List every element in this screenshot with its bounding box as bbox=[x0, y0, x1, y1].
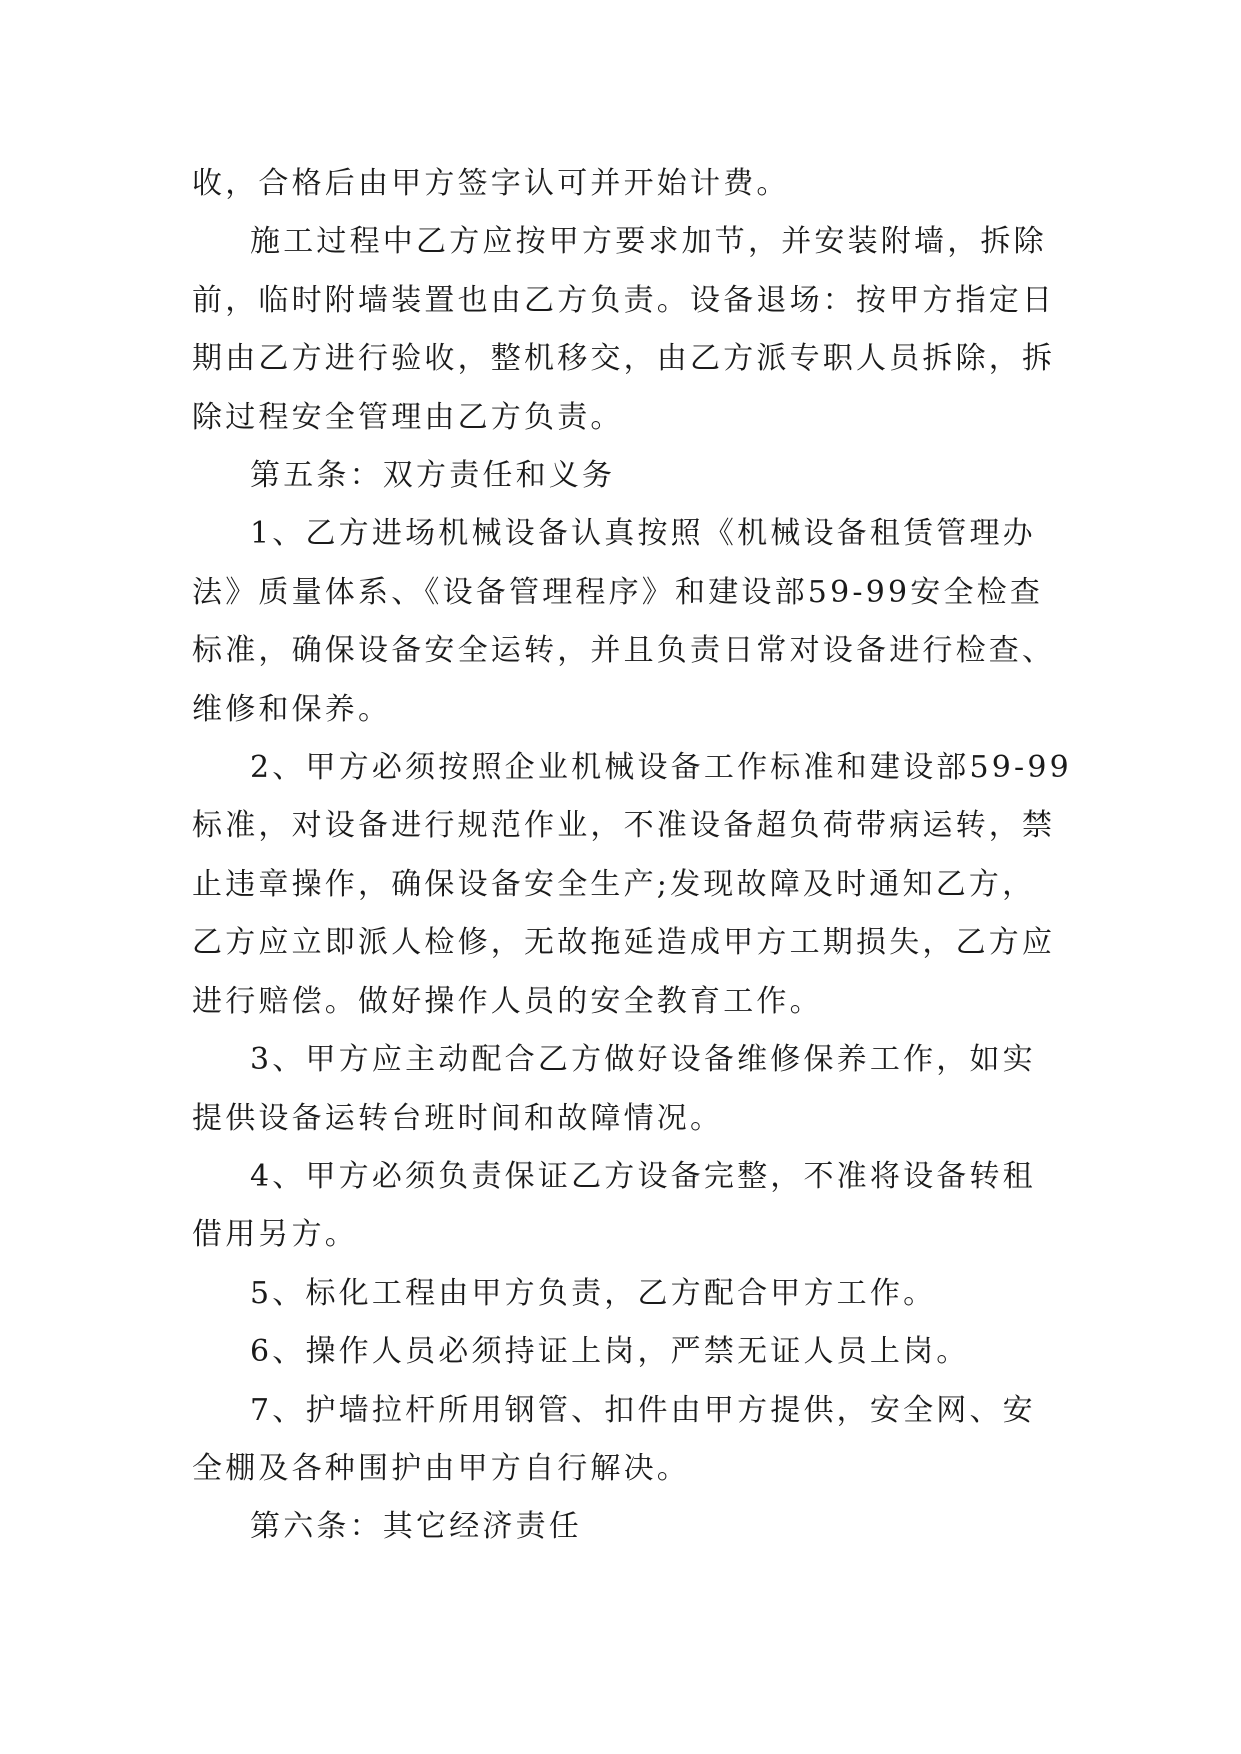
text-line: 7、护墙拉杆所用钢管、扣件由甲方提供，安全网、安 bbox=[250, 1392, 1036, 1428]
paragraph bbox=[192, 155, 1052, 213]
text-line: 期由乙方进行验收，整机移交，由乙方派专职人员拆除，拆 bbox=[192, 341, 1056, 377]
text-line: 标准，确保设备安全运转，并且负责日常对设备进行检查、 bbox=[192, 633, 1056, 669]
text-line: 2、甲方必须按照企业机械设备工作标准和建设部59-99 bbox=[250, 750, 1072, 786]
document-body bbox=[192, 155, 1072, 1557]
paragraph bbox=[192, 739, 1072, 1031]
text-line: 除过程安全管理由乙方负责。 bbox=[192, 399, 624, 435]
text-line: 维修和保养。 bbox=[192, 691, 392, 727]
text-line: 进行赔偿。做好操作人员的安全教育工作。 bbox=[192, 983, 823, 1019]
paragraph bbox=[192, 1323, 1052, 1381]
text-line: 3、甲方应主动配合乙方做好设备维修保养工作，如实 bbox=[250, 1042, 1036, 1078]
text-line: 标准，对设备进行规范作业，不准设备超负荷带病运转，禁 bbox=[192, 808, 1056, 844]
paragraph bbox=[192, 1148, 1052, 1265]
text-line: 1、乙方进场机械设备认真按照《机械设备租赁管理办 bbox=[250, 516, 1036, 552]
paragraph bbox=[192, 213, 1056, 447]
paragraph bbox=[192, 1382, 1052, 1499]
text-line: 全棚及各种围护由甲方自行解决。 bbox=[192, 1450, 690, 1486]
text-line: 法》质量体系、《设备管理程序》和建设部59-99安全检查 bbox=[192, 574, 1044, 610]
text-line: 5、标化工程由甲方负责，乙方配合甲方工作。 bbox=[250, 1275, 937, 1311]
text-line: 收，合格后由甲方签字认可并开始计费。 bbox=[192, 166, 790, 201]
text-line: 前，临时附墙装置也由乙方负责。设备退场：按甲方指定日 bbox=[192, 282, 1056, 318]
text-line: 止违章操作，确保设备安全生产;发现故障及时通知乙方， bbox=[192, 866, 1036, 902]
text-line: 施工过程中乙方应按甲方要求加节，并安装附墙，拆除 bbox=[250, 224, 1047, 260]
paragraph bbox=[192, 1498, 1052, 1556]
text-line: 第五条：双方责任和义务 bbox=[250, 458, 616, 494]
paragraph bbox=[192, 505, 1056, 739]
text-line: 6、操作人员必须持证上岗，严禁无证人员上岗。 bbox=[250, 1334, 970, 1370]
text-line: 第六条：其它经济责任 bbox=[250, 1509, 582, 1545]
paragraph bbox=[192, 1265, 1052, 1323]
text-line: 4、甲方必须负责保证乙方设备完整，不准将设备转租 bbox=[250, 1158, 1036, 1194]
document-page bbox=[192, 155, 1072, 1557]
paragraph bbox=[192, 447, 1052, 505]
text-line: 提供设备运转台班时间和故障情况。 bbox=[192, 1100, 724, 1136]
paragraph bbox=[192, 1031, 1052, 1148]
text-line: 借用另方。 bbox=[192, 1217, 358, 1253]
text-line: 乙方应立即派人检修，无故拖延造成甲方工期损失，乙方应 bbox=[192, 925, 1056, 961]
